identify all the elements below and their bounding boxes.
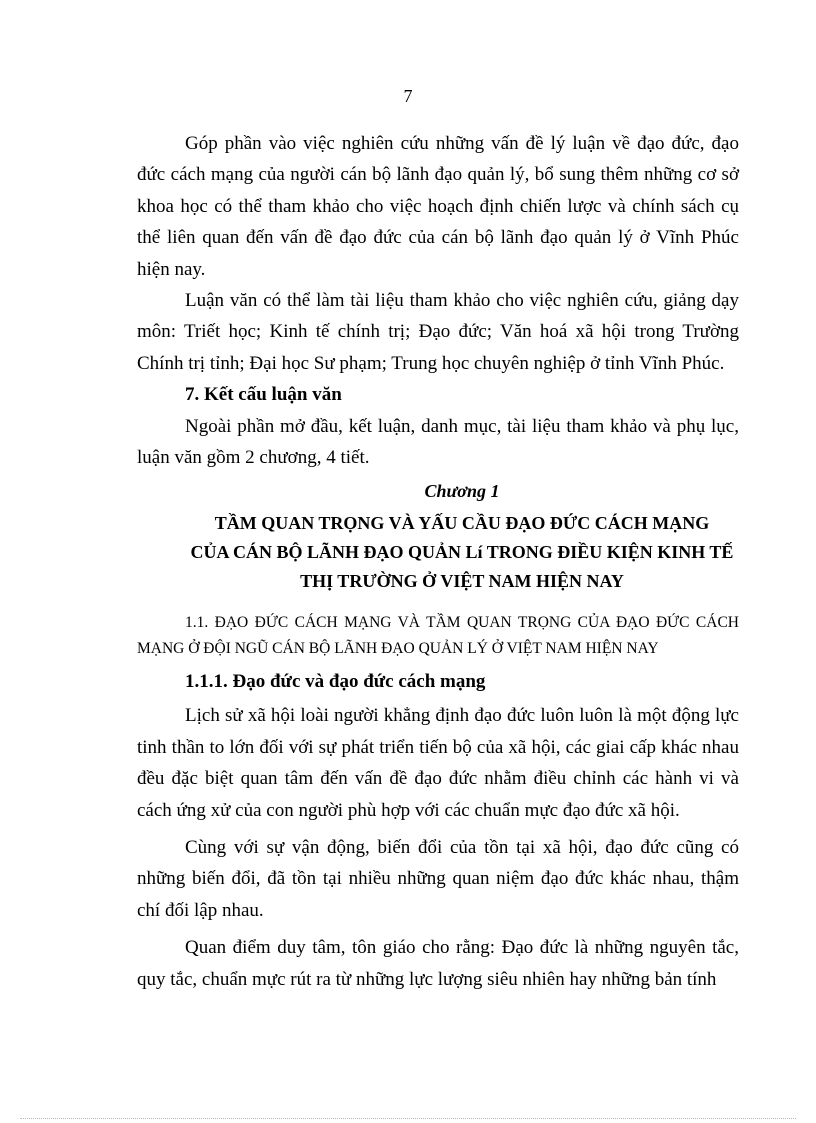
section-body bbox=[137, 610, 739, 995]
chapter-title-line-2: CỦA CÁN BỘ LÃNH ĐẠO QUẢN Lí TRONG ĐIỀU KIỆN KINH TẾ bbox=[190, 542, 734, 563]
page-bottom-divider bbox=[20, 1118, 796, 1119]
document-body bbox=[137, 128, 739, 473]
subsection-title-1-1-1: 1.1.1. Đạo đức và đạo đức cách mạng bbox=[185, 671, 486, 692]
chapter-title-line-3: THỊ TRƯỜNG Ở VIỆT NAM HIỆN NAY bbox=[300, 571, 624, 592]
paragraph-change: Cùng với sự vận động, biến đổi của tồn tại xã hội, đạo đức cũng có những biến đổi, đã tồn tại nhiều những quan niệm đạo đức khác nhau, thậm chí đối lập nhau. bbox=[137, 837, 739, 921]
chapter-label: Chương 1 bbox=[424, 481, 500, 501]
page-number: 7 bbox=[403, 86, 413, 106]
paragraph-history: Lịch sử xã hội loài người khẳng định đạo đức luôn luôn là một động lực tinh thần to lớn đối với sự phát triển tiến bộ của xã hội, các giai cấp khác nhau đều đặc biệt quan tâm đến vấn đề đạo đức nhằm điều chỉnh các hành vi và cách ứng xử của con người phù hợp với các chuẩn mực đạo đức xã hội. bbox=[137, 705, 739, 821]
paragraph-reference-use: Luận văn có thể làm tài liệu tham khảo cho việc nghiên cứu, giảng dạy môn: Triết học; Kinh tế chính trị; Đạo đức; Văn hoá xã hội trong Trường Chính trị tỉnh; Đại học Sư phạm; Trung học chuyên nghiệp ở tỉnh Vĩnh Phúc. bbox=[137, 290, 739, 374]
chapter-heading bbox=[137, 476, 739, 596]
heading-structure: 7. Kết cấu luận văn bbox=[185, 384, 342, 406]
paragraph-idealism: Quan điểm duy tâm, tôn giáo cho rằng: Đạo đức là những nguyên tắc, quy tắc, chuẩn mực rút ra từ những lực lượng siêu nhiên hay những bản tính bbox=[137, 937, 739, 990]
section-title-1-1: 1.1. ĐẠO ĐỨC CÁCH MẠNG VÀ TẦM QUAN TRỌNG CỦA ĐẠO ĐỨC CÁCH MẠNG Ở ĐỘI NGŨ CÁN BỘ LÃNH ĐẠO QUẢN LÝ Ở VIỆT NAM HIỆN NAY bbox=[137, 614, 739, 657]
paragraph-structure: Ngoài phần mở đầu, kết luận, danh mục, tài liệu tham khảo và phụ lục, luận văn gồm 2 chương, 4 tiết. bbox=[137, 415, 739, 469]
paragraph-contribution: Góp phần vào việc nghiên cứu những vấn đề lý luận về đạo đức, đạo đức cách mạng của người cán bộ lãnh đạo quản lý, bổ sung thêm những cơ sở khoa học có thể tham khảo cho việc hoạch định chiến lược và chính sách cụ thể liên quan đến vấn đề đạo đức của cán bộ lãnh đạo quản lý ở Vĩnh Phúc hiện nay. bbox=[137, 133, 739, 280]
chapter-title-line-1: TẦM QUAN TRỌNG VÀ YẤU CẦU ĐẠO ĐỨC CÁCH MẠNG bbox=[214, 513, 710, 534]
